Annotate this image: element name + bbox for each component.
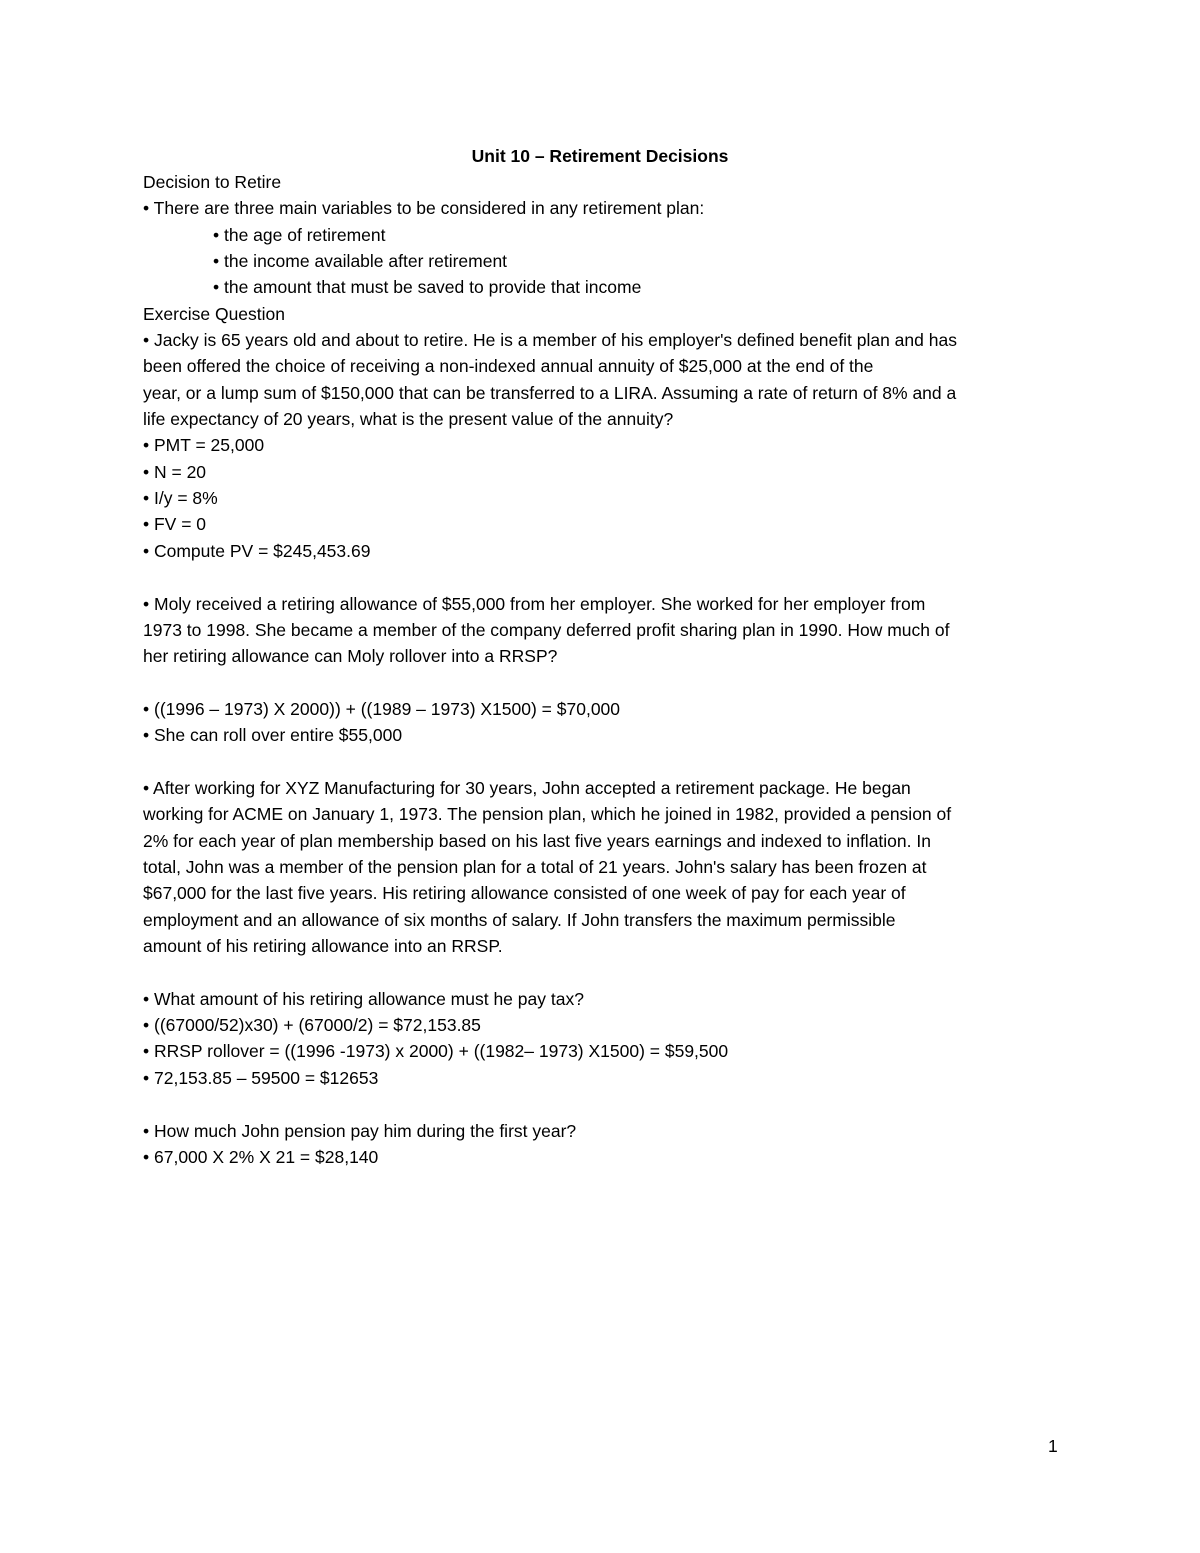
paragraph-line: 2% for each year of plan membership based on his last five years earnings and indexed to inflation. In: [143, 831, 931, 851]
list-item: • RRSP rollover = ((1996 -1973) x 2000) + ((1982– 1973) X1500) = $59,500: [143, 1041, 729, 1061]
paragraph-line: $67,000 for the last five years. His retiring allowance consisted of one week of pay for each year of: [143, 883, 906, 903]
paragraph-line: working for ACME on January 1, 1973. The pension plan, which he joined in 1982, provided a pension of: [143, 804, 952, 824]
paragraph-line: • Moly received a retiring allowance of $55,000 from her employer. She worked for her employer from: [143, 594, 926, 614]
list-item: • Compute PV = $245,453.69: [143, 541, 371, 561]
list-item: • How much John pension pay him during the first year?: [143, 1121, 577, 1141]
list-item: • 67,000 X 2% X 21 = $28,140: [143, 1147, 379, 1167]
paragraph-line: year, or a lump sum of $150,000 that can be transferred to a LIRA. Assuming a rate of return of 8% and a: [143, 383, 957, 403]
section-heading-exercise-question: Exercise Question: [143, 304, 286, 324]
paragraph-line: • Jacky is 65 years old and about to retire. He is a member of his employer's defined benefit plan and has: [143, 330, 957, 350]
list-item: • I/y = 8%: [143, 488, 218, 508]
list-item: • the age of retirement: [213, 225, 386, 245]
list-item: • PMT = 25,000: [143, 435, 265, 455]
paragraph-line: life expectancy of 20 years, what is the present value of the annuity?: [143, 409, 674, 429]
document-title: Unit 10 – Retirement Decisions: [471, 146, 729, 166]
list-item: • FV = 0: [143, 514, 207, 534]
list-item: • There are three main variables to be considered in any retirement plan:: [143, 198, 705, 218]
section-heading-decision-to-retire: Decision to Retire: [143, 172, 282, 192]
list-item: • She can roll over entire $55,000: [143, 725, 403, 745]
list-item: • the income available after retirement: [213, 251, 508, 271]
paragraph-line: total, John was a member of the pension plan for a total of 21 years. John's salary has been frozen at: [143, 857, 927, 877]
list-item: • What amount of his retiring allowance must he pay tax?: [143, 989, 584, 1009]
paragraph-line: • After working for XYZ Manufacturing for 30 years, John accepted a retirement package. He began: [143, 778, 911, 798]
list-item: • the amount that must be saved to provide that income: [213, 277, 642, 297]
paragraph-line: employment and an allowance of six months of salary. If John transfers the maximum permissible: [143, 910, 896, 930]
page-number: 1: [1048, 1436, 1058, 1456]
paragraph-line: 1973 to 1998. She became a member of the company deferred profit sharing plan in 1990. How much of: [143, 620, 950, 640]
list-item: • ((67000/52)x30) + (67000/2) = $72,153.85: [143, 1015, 481, 1035]
paragraph-line: amount of his retiring allowance into an RRSP.: [143, 936, 503, 956]
list-item: • N = 20: [143, 462, 207, 482]
paragraph-line: her retiring allowance can Moly rollover into a RRSP?: [143, 646, 558, 666]
paragraph-line: been offered the choice of receiving a non-indexed annual annuity of $25,000 at the end of the: [143, 356, 874, 376]
list-item: • 72,153.85 – 59500 = $12653: [143, 1068, 379, 1088]
list-item: • ((1996 – 1973) X 2000)) + ((1989 – 1973) X1500) = $70,000: [143, 699, 621, 719]
